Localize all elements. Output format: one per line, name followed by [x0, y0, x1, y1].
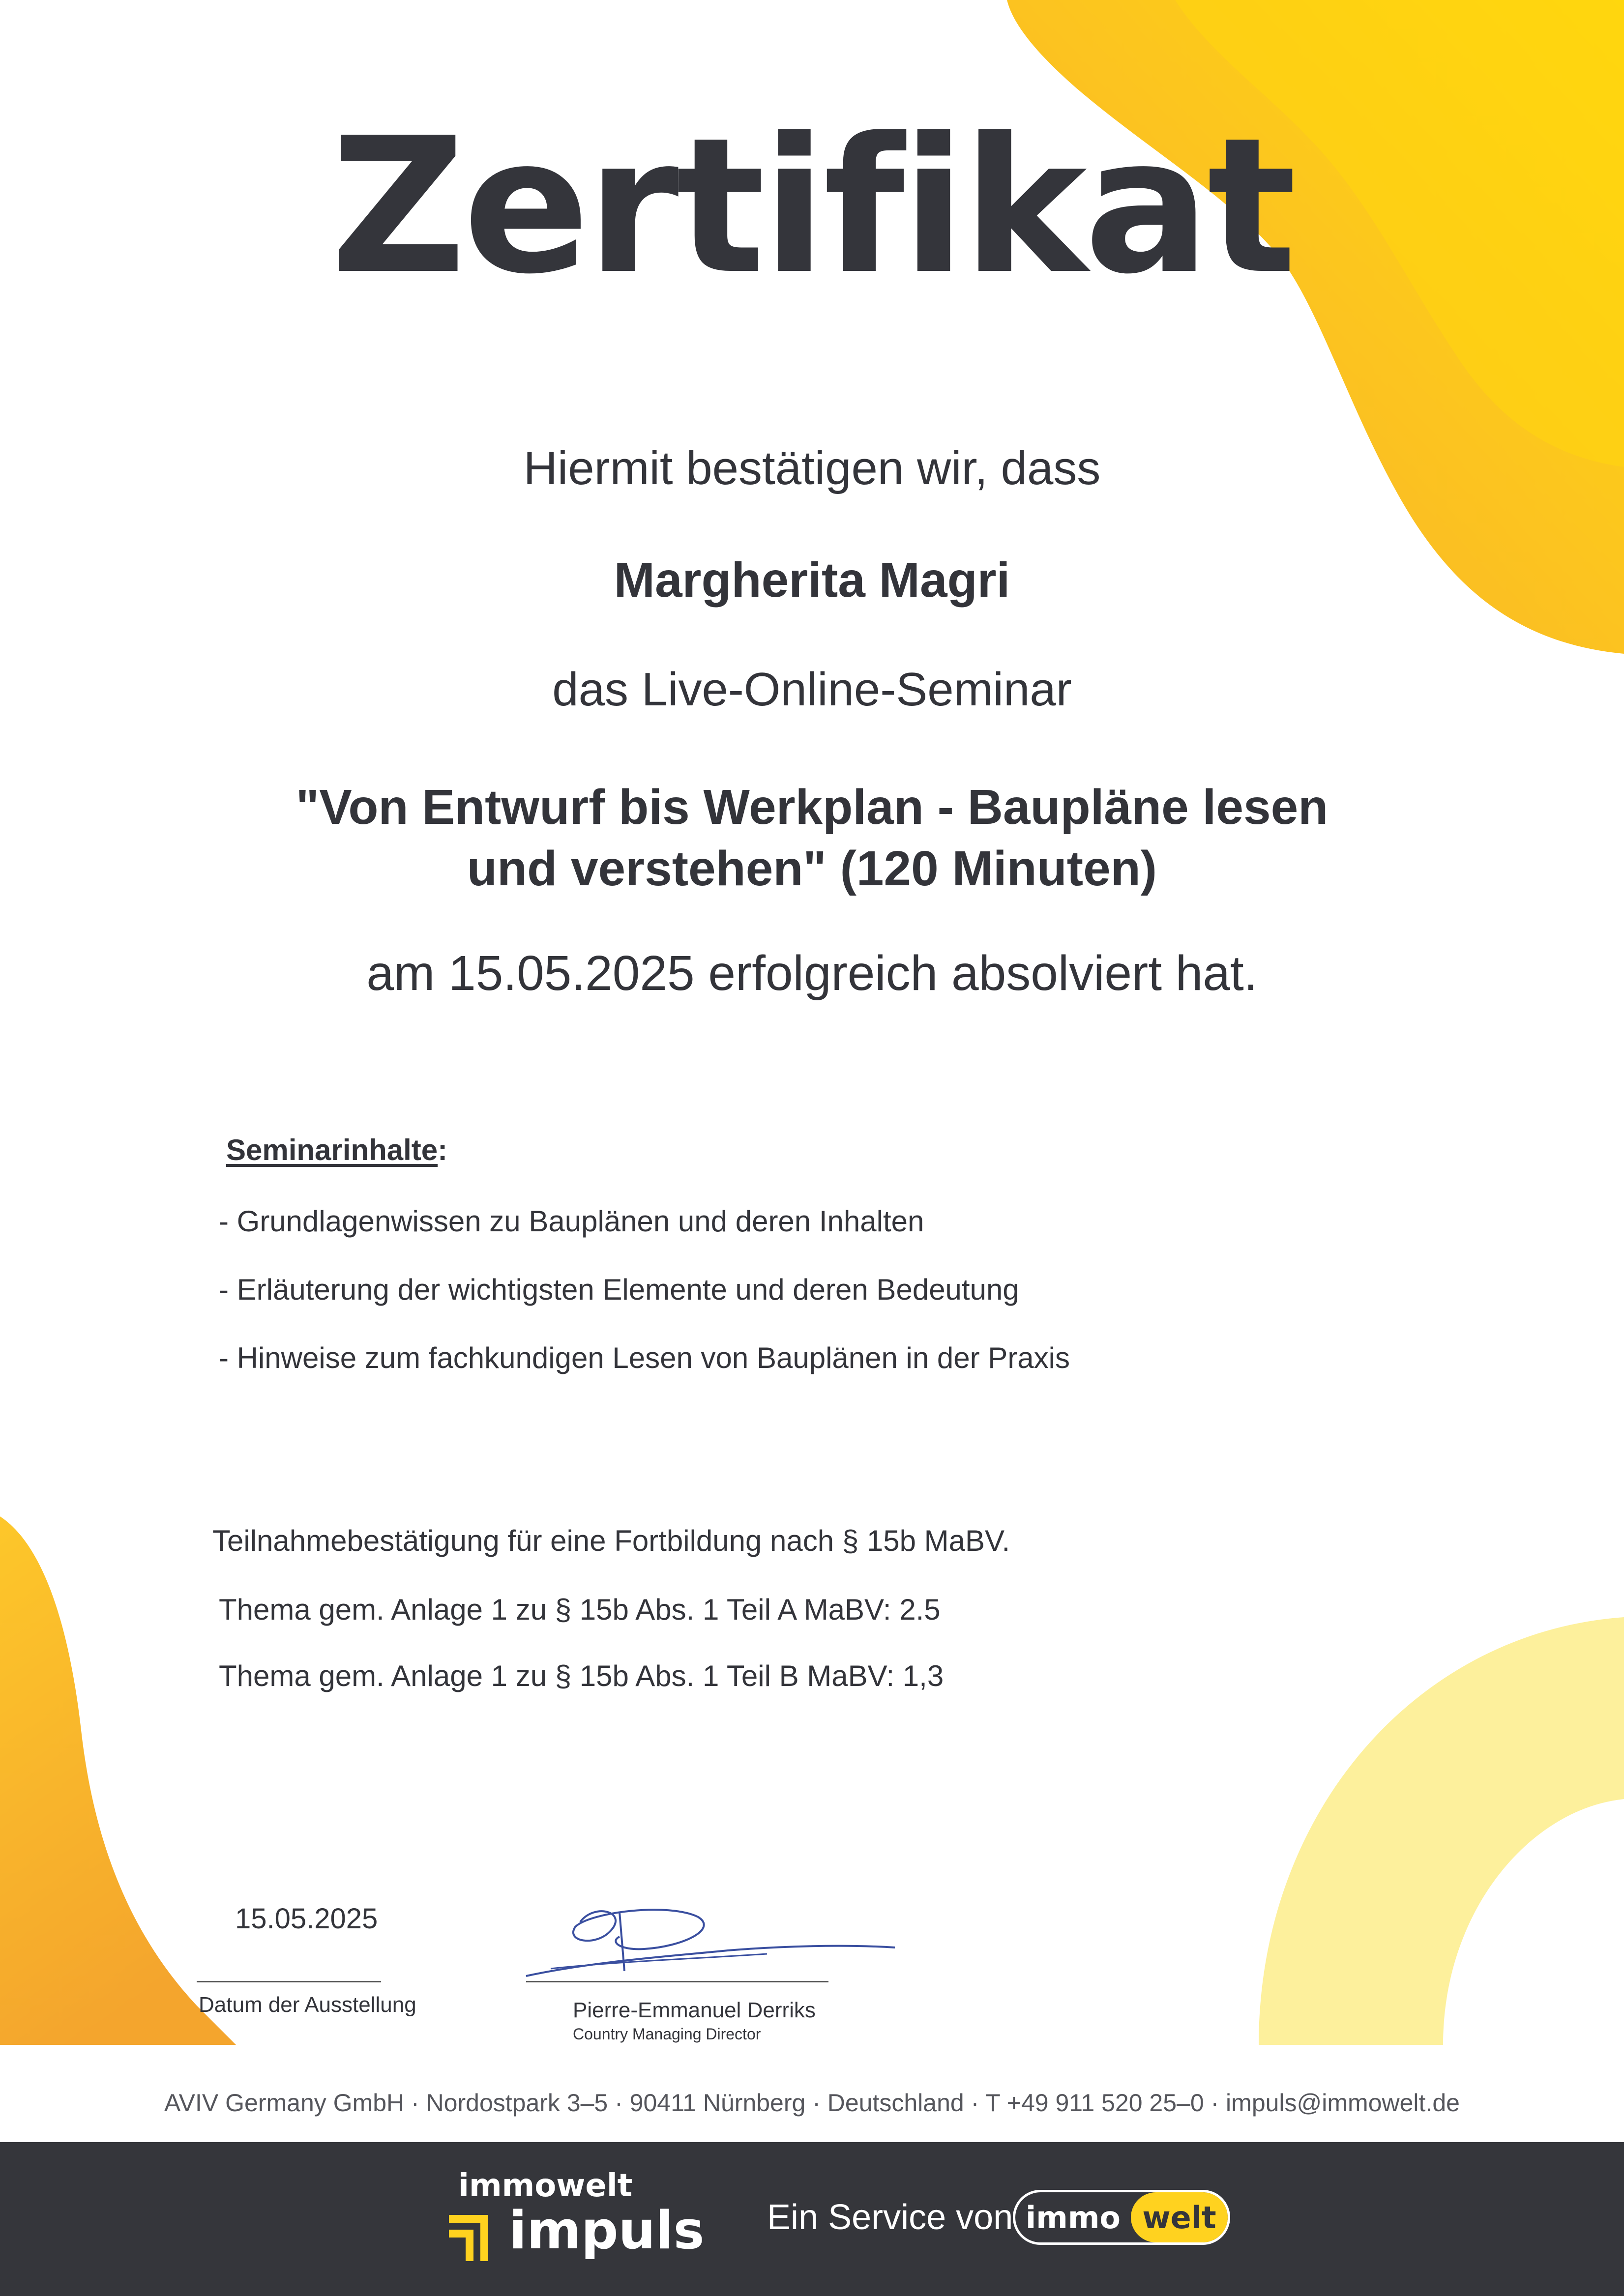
brand-immowelt-text: immowelt [458, 2168, 633, 2204]
company-address: AVIV Germany GmbH · Nordostpark 3–5 · 90411 Nürnberg · Deutschland · T +49 911 520 25–0 · impuls@immowelt.de [164, 2089, 1460, 2117]
seminar-title-line-1: "Von Entwurf bis Werkplan - Baupläne lesen [295, 780, 1329, 835]
contents-heading-label: Seminarinhalte [226, 1133, 438, 1166]
mabv-confirmation: Teilnahmebestätigung für eine Fortbildung nach § 15b MaBV. [212, 1524, 1010, 1557]
bottom-left-shape [0, 1516, 236, 2045]
issue-date-caption: Datum der Ausstellung [199, 1993, 416, 2017]
intro-text: Hiermit bestätigen wir, dass [523, 442, 1101, 494]
seminar-label: das Live-Online-Seminar [552, 663, 1072, 716]
contents-heading [226, 1135, 447, 1165]
contents-item-2: - Erläuterung der wichtigsten Elemente und deren Bedeutung [219, 1273, 1019, 1306]
immowelt-logo-right: welt [1131, 2192, 1228, 2242]
signer-role: Country Managing Director [573, 2025, 761, 2043]
seminar-title [0, 777, 1624, 900]
seminar-title-line-2: und verstehen" (120 Minuten) [467, 841, 1157, 896]
participant-name: Margherita Magri [614, 552, 1010, 608]
mabv-topic-b: Thema gem. Anlage 1 zu § 15b Abs. 1 Teil B MaBV: 1,3 [219, 1659, 944, 1692]
signer-name: Pierre-Emmanuel Derriks [573, 1998, 816, 2022]
contents-heading-colon: : [438, 1133, 448, 1166]
completion-text: am 15.05.2025 erfolgreich absolviert hat. [366, 946, 1258, 1001]
signature-line [526, 1981, 828, 1982]
immowelt-logo [1013, 2190, 1230, 2245]
bottom-right-ring [1259, 1617, 1624, 2045]
contents-item-1: - Grundlagenwissen zu Bauplänen und deren Inhalten [219, 1205, 924, 1238]
mabv-topic-a: Thema gem. Anlage 1 zu § 15b Abs. 1 Teil A MaBV: 2.5 [219, 1593, 941, 1626]
service-text: Ein Service von [767, 2198, 1013, 2237]
certificate-title: Zertifikat [330, 97, 1294, 315]
brand-impuls-text: impuls [509, 2200, 705, 2261]
issue-date: 15.05.2025 [235, 1903, 378, 1935]
impuls-logo-icon [445, 2212, 499, 2266]
signature-image [521, 1892, 905, 2005]
issue-date-line [197, 1981, 381, 1982]
immowelt-logo-left: immo [1025, 2199, 1121, 2236]
contents-item-3: - Hinweise zum fachkundigen Lesen von Bauplänen in der Praxis [219, 1341, 1070, 1374]
